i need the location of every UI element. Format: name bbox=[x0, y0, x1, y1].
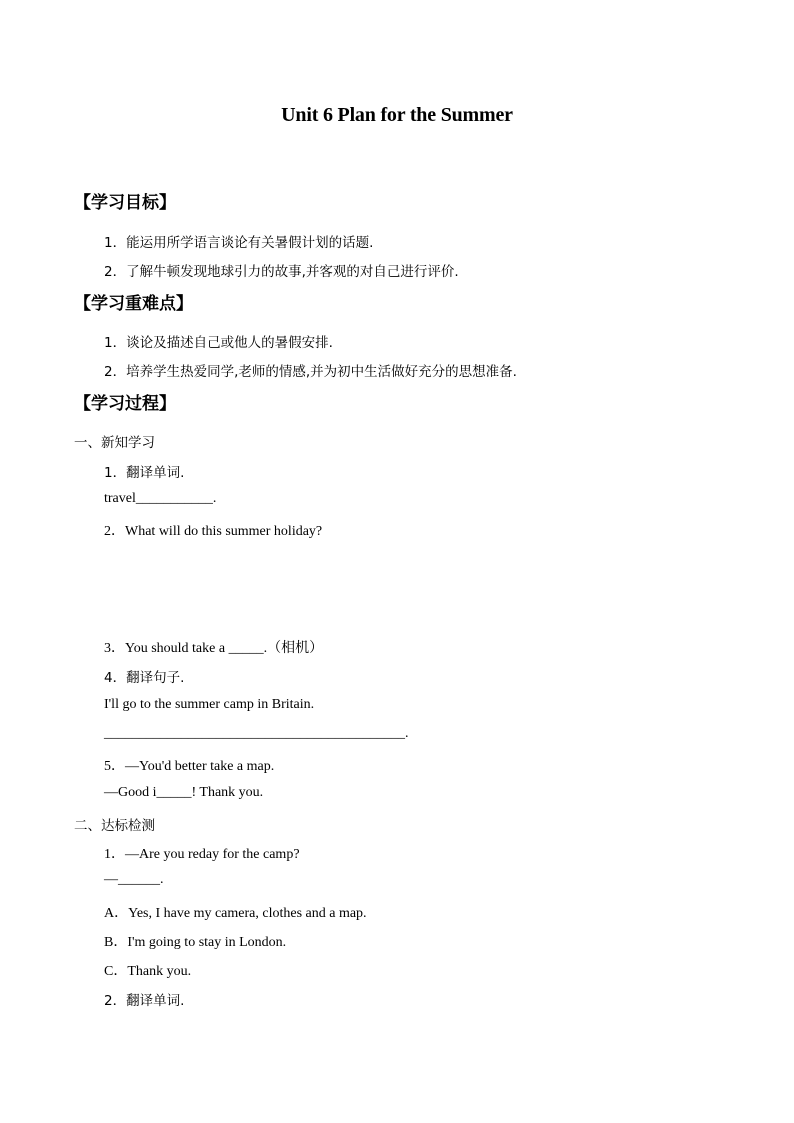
part1-question-4-sentence: I'll go to the summer camp in Britain. bbox=[104, 697, 315, 712]
key-point-item-1: 1．谈论及描述自己或他人的暑假安排. bbox=[104, 335, 333, 351]
part2-question-2: 2．翻译单词. bbox=[104, 993, 185, 1009]
part2-heading: 二、达标检测 bbox=[74, 818, 155, 834]
part2-option-a: A．Yes, I have my camera, clothes and a map. bbox=[104, 906, 367, 921]
section-heading-process: 【学习过程】 bbox=[74, 394, 176, 414]
part2-question-1-blank: —______. bbox=[104, 872, 164, 887]
part1-question-2: 2．What will do this summer holiday? bbox=[104, 524, 323, 539]
goal-item-1: 1．能运用所学语言谈论有关暑假计划的话题. bbox=[104, 235, 374, 251]
section-heading-key-points: 【学习重难点】 bbox=[74, 294, 193, 314]
part2-option-c: C．Thank you. bbox=[104, 964, 192, 979]
part2-question-1: 1．—Are you reday for the camp? bbox=[104, 847, 300, 862]
page-title: Unit 6 Plan for the Summer bbox=[281, 104, 513, 126]
part1-question-5: 5．—You'd better take a map. bbox=[104, 759, 275, 774]
goal-item-2: 2．了解牛顿发现地球引力的故事,并客观的对自己进行评价. bbox=[104, 264, 459, 280]
part1-question-5-reply: —Good i_____! Thank you. bbox=[104, 785, 264, 800]
section-heading-goals: 【学习目标】 bbox=[74, 193, 176, 213]
part1-question-3: 3．You should take a _____.（相机） bbox=[104, 641, 324, 656]
part1-question-1: 1．翻译单词. bbox=[104, 465, 185, 481]
part1-question-4-answer-line: ___________________________________________. bbox=[104, 726, 409, 741]
part1-question-1-blank: travel___________. bbox=[104, 491, 217, 506]
part1-question-4: 4．翻译句子. bbox=[104, 670, 185, 686]
key-point-item-2: 2．培养学生热爱同学,老师的情感,并为初中生活做好充分的思想准备. bbox=[104, 364, 517, 380]
part2-option-b: B．I'm going to stay in London. bbox=[104, 935, 287, 950]
part1-heading: 一、新知学习 bbox=[74, 435, 155, 451]
